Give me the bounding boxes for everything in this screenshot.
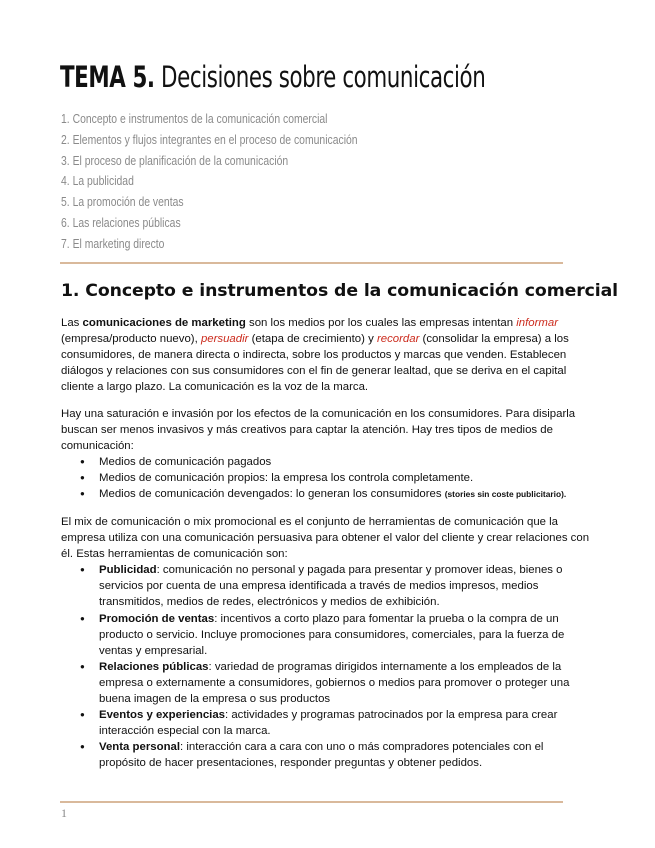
tools-list: [61, 562, 591, 771]
toc-item: 2. Elementos y flujos integrantes en el proceso de comunicación: [61, 131, 358, 147]
toc-item: 5. La promoción de ventas: [61, 194, 184, 210]
highlight-persuadir: persuadir: [200, 333, 249, 346]
toc-item: 7. El marketing directo: [61, 235, 165, 251]
list-item: ● Medios de comunicación devengados: lo generan los consumidores (stories sin coste publicitario).: [61, 486, 591, 502]
list-item: ● Eventos y experiencias: actividades y programas patrocinados por la empresa para crear interacción especial con la marca.: [61, 707, 591, 739]
list-item: ● Venta personal: interacción cara a cara con uno o más compradores potenciales con el propósito de hacer presentaciones, responder preguntas y obtener pedidos.: [61, 739, 591, 771]
toc-item: 4. La publicidad: [61, 173, 134, 189]
paragraph-media-types: [61, 406, 591, 503]
list-item: ● Relaciones públicas: variedad de programas dirigidos internamente a los empleados de la empresa o externamente a consumidores, gobiernos o medios para promover o proteger una buena imagen de la empresa o sus productos: [61, 659, 591, 707]
toc-item: 3. El proceso de planificación de la comunicación: [61, 152, 289, 168]
bold-term: comunicaciones de marketing: [82, 317, 246, 329]
list-item: ● Medios de comunicación pagados: [61, 454, 591, 470]
list-item: ● Medios de comunicación propios: la empresa los controla completamente.: [61, 470, 591, 486]
title-number: TEMA 5.: [60, 60, 155, 94]
paragraph-text: Hay una saturación e invasión por los efectos de la comunicación en los consumidores. Para disiparla buscan ser menos invasivos y más creativos para captar la atención. Hay tres tipos de medios de comunicación:: [61, 408, 576, 453]
page-title: [60, 60, 485, 94]
section-heading: 1. Concepto e instrumentos de la comunicación comercial: [61, 281, 618, 301]
divider-top: [60, 262, 563, 264]
title-text: Decisiones sobre comunicación: [154, 60, 486, 94]
media-list: [61, 454, 591, 502]
toc-item: 1. Concepto e instrumentos de la comunicación comercial: [61, 111, 328, 126]
highlight-informar: informar: [516, 317, 558, 329]
small-note: (stories sin coste publicitario).: [444, 489, 567, 500]
page-number: 1: [61, 806, 67, 820]
paragraph-mix: [61, 514, 591, 772]
list-item: ● Publicidad: comunicación no personal y pagada para presentar y promover ideas, bienes o servicios por cuenta de una empresa identificada a través de medios impresos, medios transmitidos, medios de redes, electrónicos y medios de exhibición.: [61, 562, 591, 610]
toc-item: 6. Las relaciones públicas: [61, 214, 181, 230]
paragraph-definition: Las comunicaciones de marketing son los medios por los cuales las empresas intentan informar (empresa/producto nuevo), persuadir (etapa de crecimiento) y recordar (consolidar la empresa) a los consumidores, de manera directa o indirecta, sobre los productos y marcas que venden. Establecen diálogos y relaciones con sus consumidores con el fin de generar lealtad, que se deriva en el capital cliente a largo plazo. La comunicación es la voz de la marca.: [61, 317, 569, 394]
table-of-contents: [61, 109, 432, 255]
list-item: ● Promoción de ventas: incentivos a corto plazo para fomentar la prueba o la compra de un producto o servicio. Incluye promociones para consumidores, comerciales, para la fuerza de ventas y empresarial.: [61, 611, 591, 659]
paragraph-text: El mix de comunicación o mix promocional es el conjunto de herramientas de comunicación que la empresa utiliza con una comunicación persuasiva para obtener el valor del cliente y crear relaciones con él. Estas herramientas de comunicación son:: [61, 516, 590, 561]
divider-bottom: [60, 801, 563, 803]
highlight-recordar: recordar: [376, 333, 420, 346]
